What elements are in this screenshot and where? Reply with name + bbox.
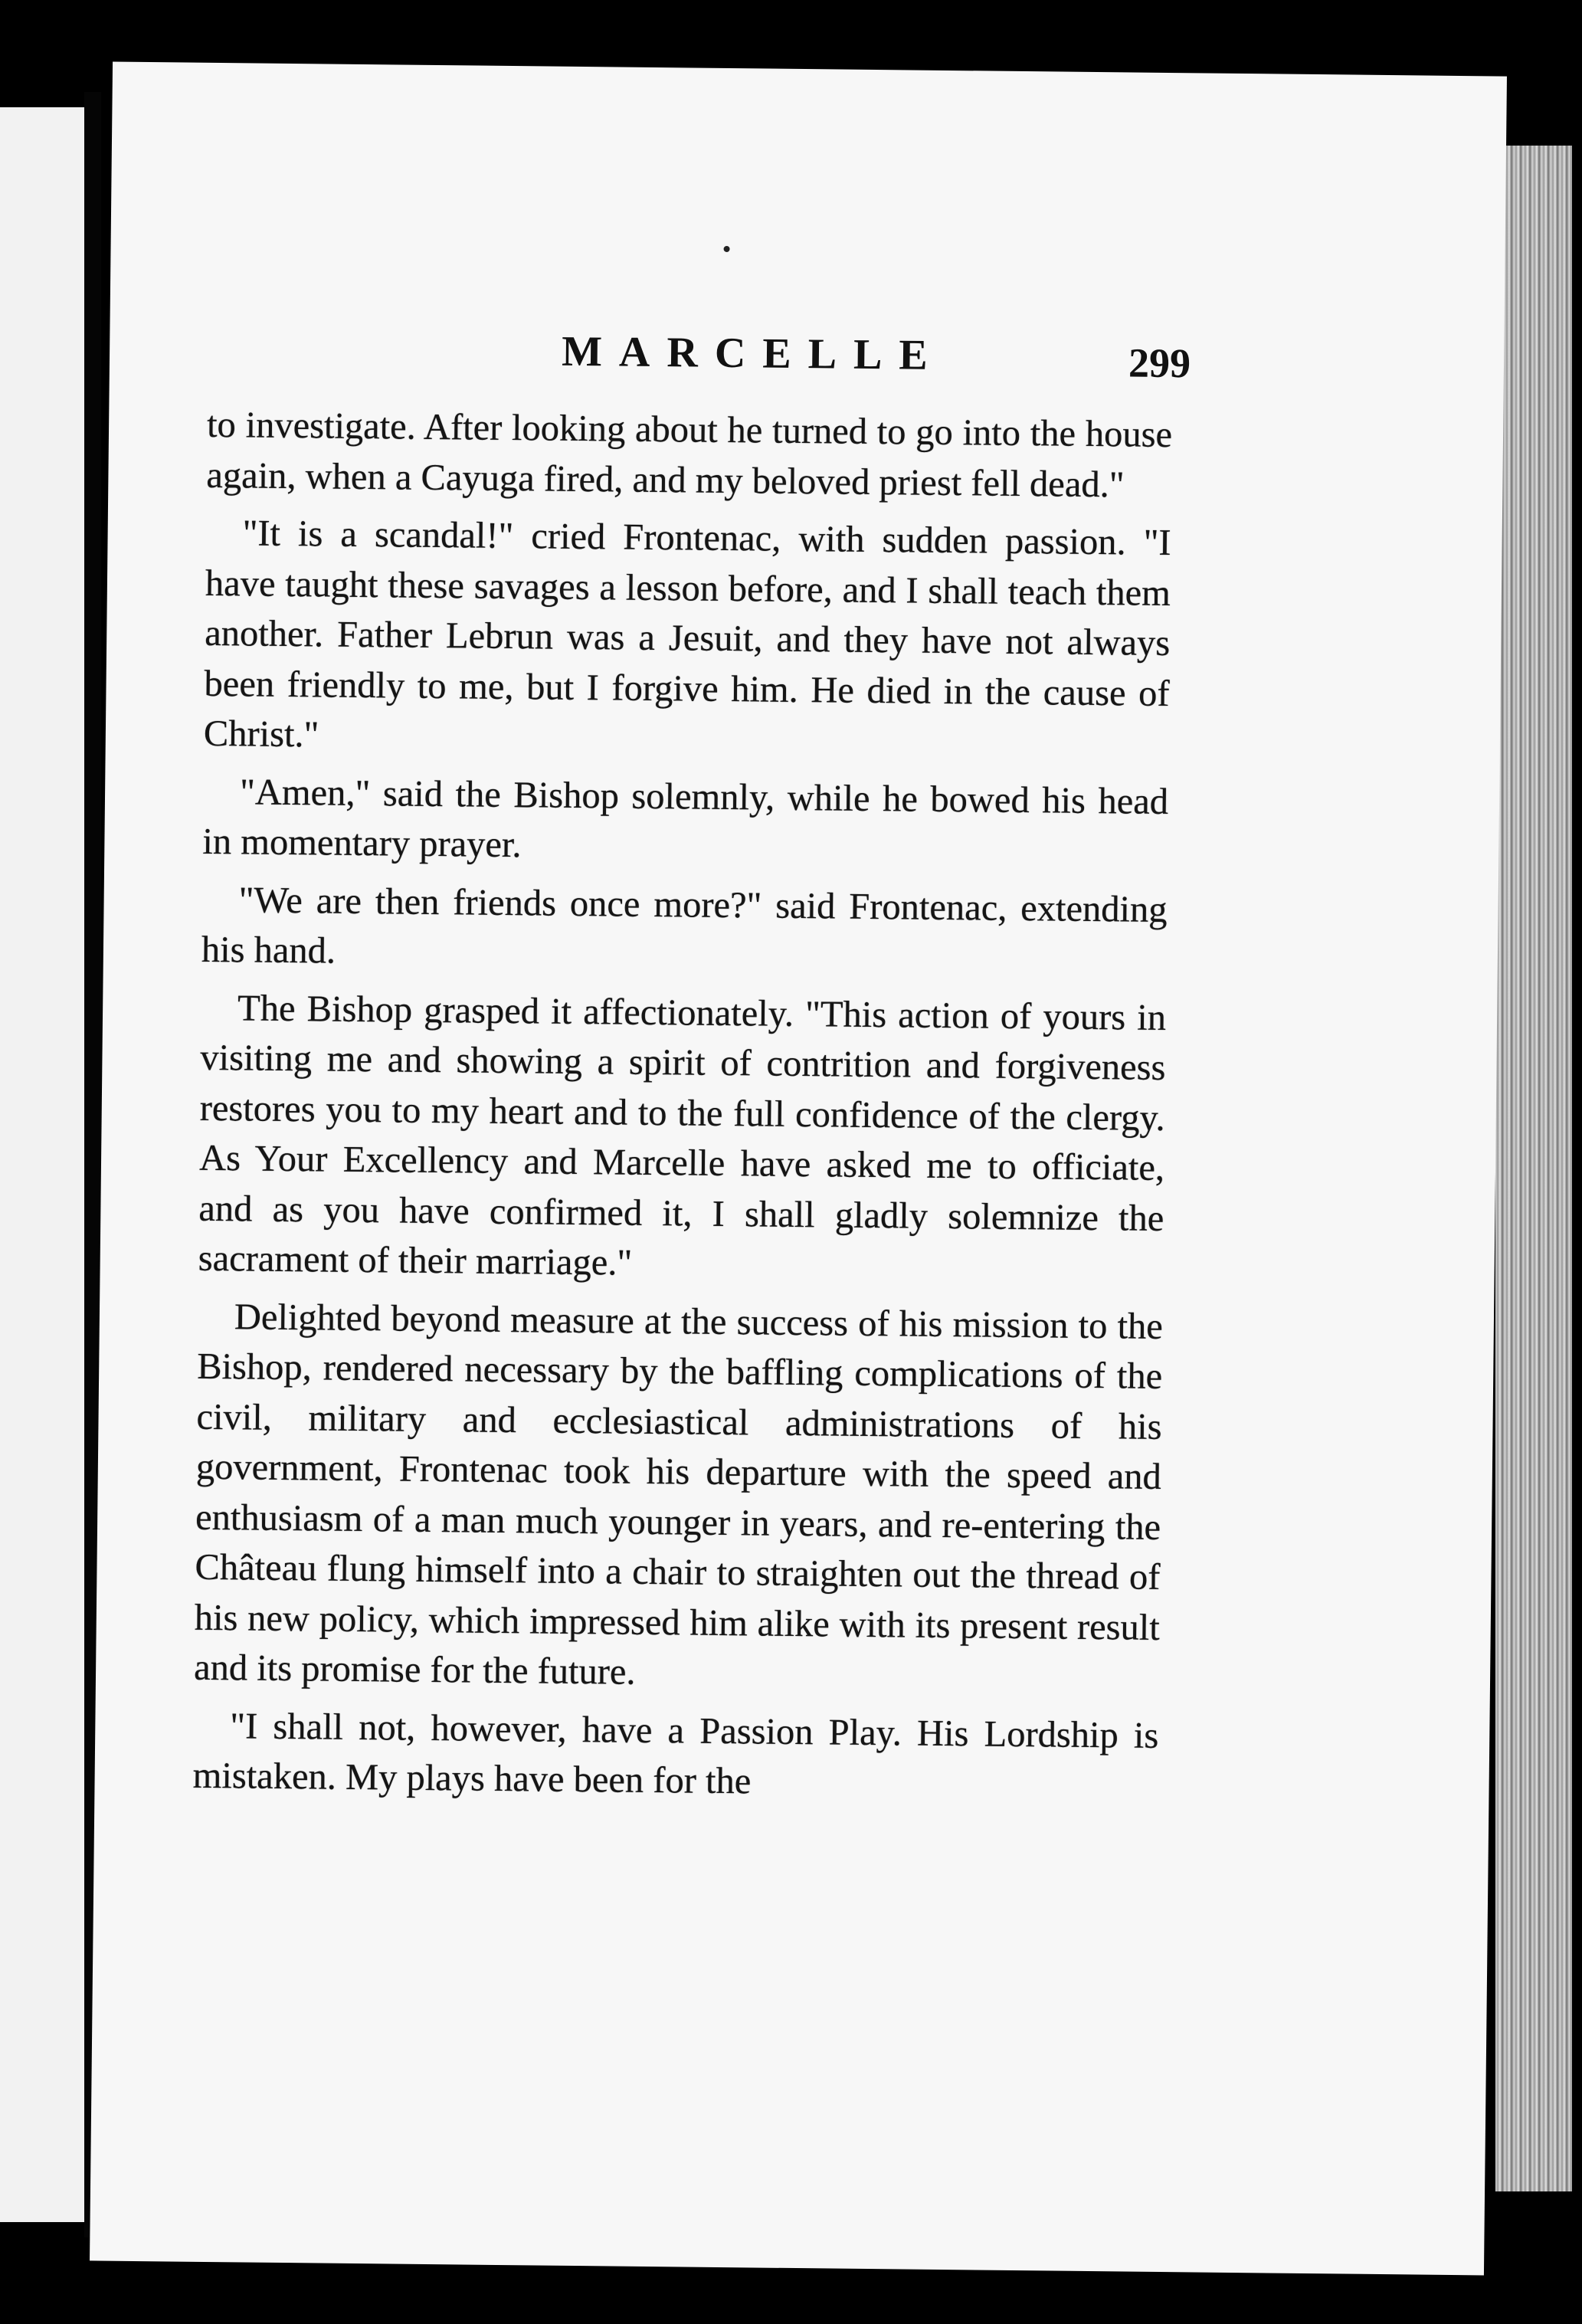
body-text bbox=[192, 400, 1172, 1819]
paragraph: The Bishop grasped it affectionately. "This action of yours in visiting me and showing a spirit of contrition and forgiveness restores you to my heart and to the full confidence of the clergy. As Your Excellency and Marcelle have asked me to officiate, and as you have confirmed it, I shall gladly solemnize the sacrament of their marriage." bbox=[198, 987, 1167, 1283]
paragraph: "I shall not, however, have a Passion Play. His Lordship is mistaken. My plays have been for the bbox=[192, 1705, 1159, 1802]
paragraph: to investigate. After looking about he turned to go into the house again, when a Cayuga fired, and my beloved priest fell dead." bbox=[206, 404, 1173, 505]
paragraph: "We are then friends once more?" said Frontenac, extending his hand. bbox=[201, 879, 1168, 972]
page bbox=[90, 62, 1507, 2276]
paragraph: Delighted beyond measure at the success of his mission to the Bishop, rendered necessary by the baffling complications of the civil, military and ecclesiastical administrations of his government, Frontenac took his departure with the speed and enthusiasm of a man much younger in years, and re-entering the Château flung himself into a chair to straighten out the thread of his new policy, which impressed him alike with its present result and its promise for the future. bbox=[193, 1296, 1164, 1693]
page-number: 299 bbox=[1128, 339, 1191, 387]
page-edge-stack bbox=[1495, 146, 1572, 2191]
running-head bbox=[110, 323, 1505, 406]
paragraph: "It is a scandal!" cried Frontenac, with sudden passion. "I have taught these savages a lesson before, and I shall teach them another. Father Lebrun was a Jesuit, and they have not always been friendly to me, but I forgive him. He died in the cause of Christ." bbox=[203, 513, 1171, 756]
ink-dot bbox=[724, 246, 730, 252]
running-title: MARCELLE bbox=[561, 327, 945, 379]
previous-page-edge bbox=[0, 107, 84, 2222]
paragraph: "Amen," said the Bishop solemnly, while he bowed his head in momentary prayer. bbox=[202, 771, 1169, 866]
